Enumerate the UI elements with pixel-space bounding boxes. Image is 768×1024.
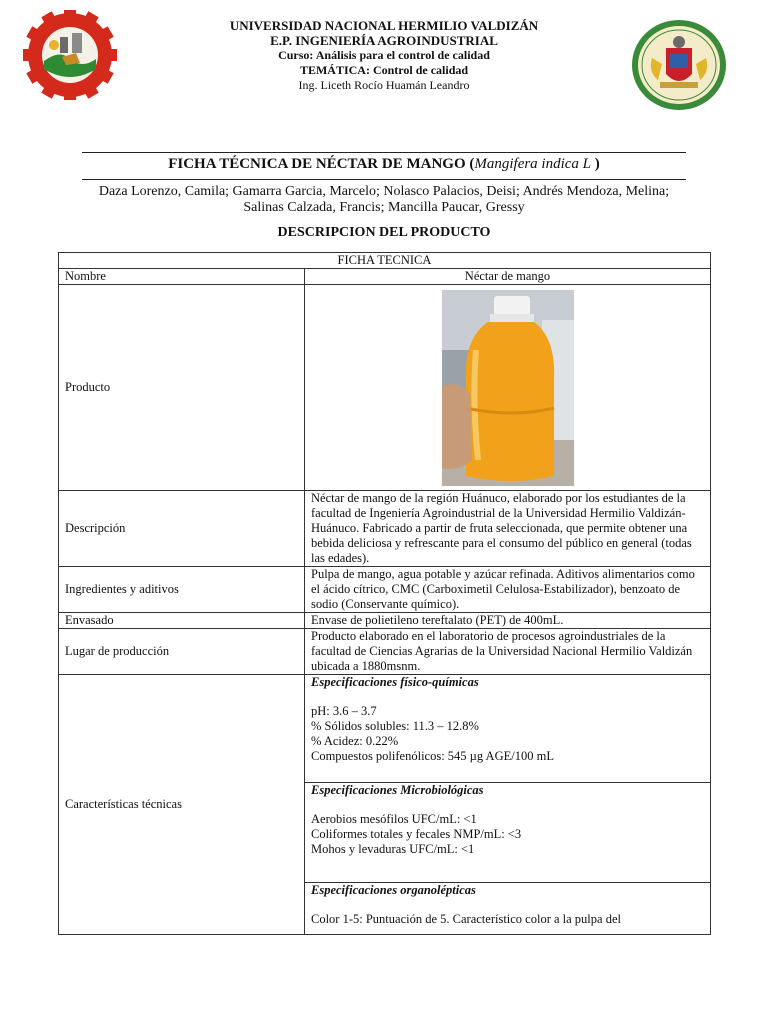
document-header [0, 0, 768, 110]
spec-line: Mohos y levaduras UFC/mL: <1 [311, 842, 475, 856]
spec-line: % Sólidos solubles: 11.3 – 12.8% [311, 719, 479, 733]
table-heading: FICHA TECNICA [59, 253, 711, 269]
physicochemical-specs [305, 675, 711, 783]
table-row [59, 675, 711, 783]
nectar-bottle-photo [442, 290, 574, 486]
product-name-value: Néctar de mango [305, 269, 711, 285]
spec-line: Compuestos polifenólicos: 545 µg AGE/100 mL [311, 749, 554, 763]
table-row [59, 567, 711, 613]
teacher-name: Ing. Liceth Rocío Huamán Leandro [298, 78, 470, 92]
title-bottom-rule [82, 179, 686, 180]
ingredients-value: Pulpa de mango, agua potable y azúcar refinada. Aditivos alimentarios como el ácido cítrico, CMC (Carboximetil Celulosa-Estabilizador), benzoato de sodio (Conservante químico). [305, 567, 711, 613]
section-title: DESCRIPCION DEL PRODUCTO [277, 225, 491, 240]
spec-line: Aerobios mesófilos UFC/mL: <1 [311, 812, 477, 826]
table-row [59, 613, 711, 629]
row-label: Descripción [59, 491, 305, 567]
row-label: Producto [59, 285, 305, 491]
product-photo-cell [305, 285, 711, 491]
spec-subtitle: Especificaciones físico-químicas [311, 675, 479, 689]
row-label: Ingredientes y aditivos [59, 567, 305, 613]
table-row [59, 491, 711, 567]
scientific-name: Mangifera indica L [474, 156, 592, 172]
row-label: Nombre [59, 269, 305, 285]
organoleptic-specs [305, 883, 711, 935]
university-name: UNIVERSIDAD NACIONAL HERMILIO VALDIZÁN [229, 18, 539, 33]
technical-sheet-table [58, 252, 711, 935]
institution-block [150, 18, 618, 93]
spec-line: pH: 3.6 – 3.7 [311, 704, 377, 718]
spec-line: % Acidez: 0.22% [311, 734, 399, 748]
authors-list: Daza Lorenzo, Camila; Gamarra Garcia, Marcelo; Nolasco Palacios, Deisi; Andrés Mendoza, Melina; Salinas Calzada, Francis; Mancilla Paucar, Gressy [98, 184, 670, 215]
description-value: Néctar de mango de la región Huánuco, elaborado por los estudiantes de la facultad de Ingeniería Agroindustrial de la Universidad Hermilio Valdizán-Huánuco. Fabricado a partir de fruta seleccionada, que permite obtener una bebida deliciosa y refrescante para el consumo del público en general (todas las edades). [305, 491, 711, 567]
faculty-logo-icon [20, 10, 120, 100]
title-top-rule [82, 152, 686, 153]
row-label: Envasado [59, 613, 305, 629]
table-row [59, 253, 711, 269]
microbiological-specs [305, 783, 711, 883]
document-title: FICHA TÉCNICA DE NÉCTAR DE MANGO (Mangifera indica L ) [168, 156, 600, 172]
table-row [59, 269, 711, 285]
packaging-value: Envase de polietileno tereftalato (PET) de 400mL. [305, 613, 711, 629]
spec-line: Color 1-5: Puntuación de 5. Característico color a la pulpa del [311, 912, 621, 926]
table-row [59, 285, 711, 491]
row-label: Lugar de producción [59, 629, 305, 675]
topic-name: TEMÁTICA: Control de calidad [299, 63, 469, 77]
production-place-value: Producto elaborado en el laboratorio de procesos agroindustriales de la facultad de Ciencias Agrarias de la Universidad Nacional Hermilio Valdizán ubicada a 1880msnm. [305, 629, 711, 675]
course-name: Curso: Análisis para el control de calidad [278, 48, 490, 62]
spec-line: Coliformes totales y fecales NMP/mL: <3 [311, 827, 522, 841]
university-seal-icon [630, 18, 728, 112]
table-row [59, 629, 711, 675]
row-label: Características técnicas [59, 675, 305, 935]
spec-subtitle: Especificaciones organolépticas [311, 883, 476, 897]
spec-subtitle: Especificaciones Microbiológicas [311, 783, 484, 797]
school-name: E.P. INGENIERÍA AGROINDUSTRIAL [270, 33, 498, 48]
